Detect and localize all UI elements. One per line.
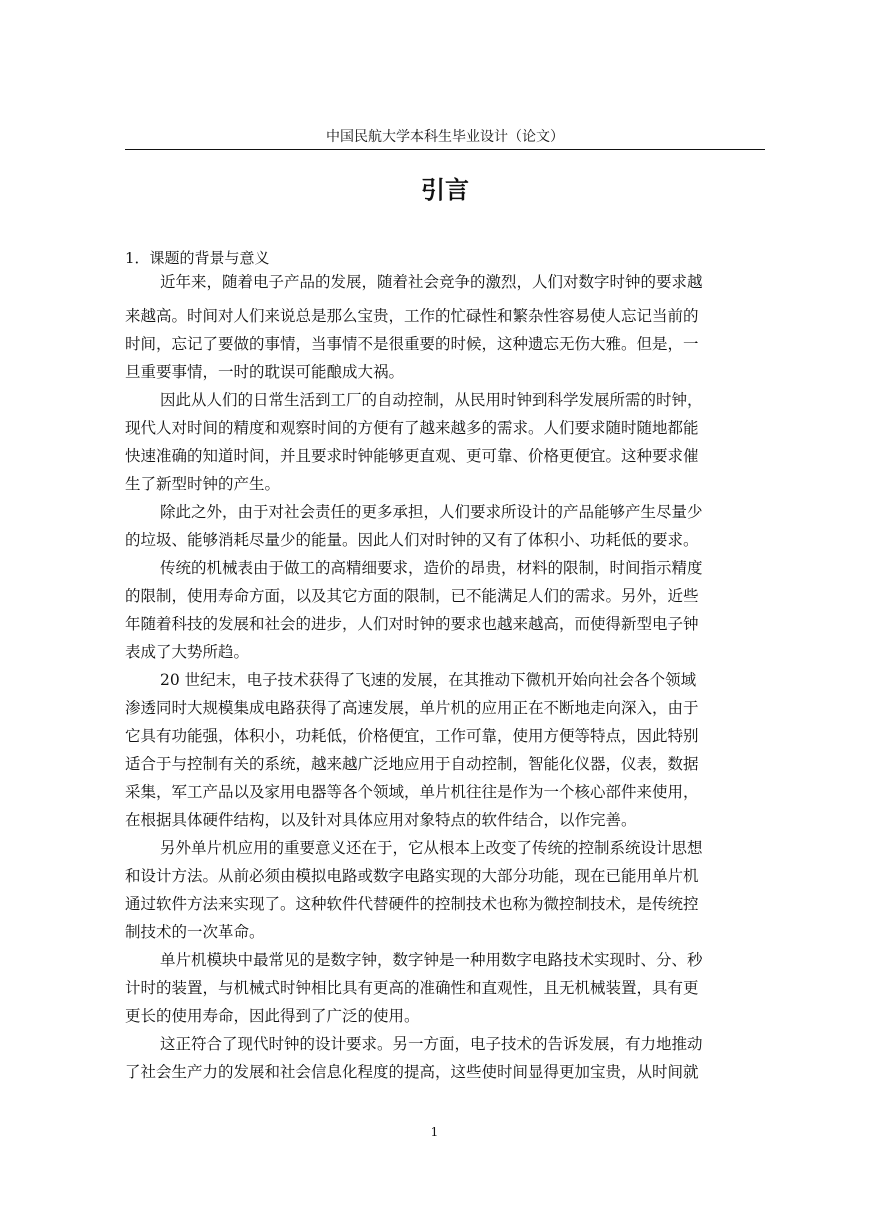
paragraph-line: 和设计方法。从前必须由模拟电路或数字电路实现的大部分功能，现在已能用单片机 (125, 867, 699, 885)
section-heading: 1．课题的背景与意义 (125, 249, 270, 267)
paragraph-line: 除此之外，由于对社会责任的更多承担，人们要求所设计的产品能够产生尽量少 (160, 503, 703, 521)
paragraph-line: 通过软件方法来实现了。这种软件代替硬件的控制技术也称为微控制技术，是传统控 (125, 895, 699, 913)
paragraph-line: 现代人对时间的精度和观察时间的方便有了越来越多的需求。人们要求随时随地都能 (125, 419, 699, 437)
paragraph-line: 来越高。时间对人们来说总是那么宝贵，工作的忙碌性和繁杂性容易使人忘记当前的 (125, 307, 699, 325)
paragraph-line: 适合于与控制有关的系统，越来越广泛地应用于自动控制，智能化仪器，仪表，数据 (125, 755, 699, 773)
paragraph-line: 更长的使用寿命，因此得到了广泛的使用。 (125, 1007, 420, 1025)
paragraph-line: 时间，忘记了要做的事情，当事情不是很重要的时候，这种遗忘无伤大雅。但是，一 (125, 335, 699, 353)
paragraph-line: 它具有功能强，体积小，功耗低，价格便宜，工作可靠，使用方便等特点，因此特别 (125, 727, 699, 745)
paragraph-line: 近年来，随着电子产品的发展，随着社会竞争的激烈，人们对数字时钟的要求越 (160, 273, 703, 291)
paragraph-line: 传统的机械表由于做工的高精细要求，造价的昂贵，材料的限制，时间指示精度 (160, 559, 703, 577)
paragraph-line: 计时的装置，与机械式时钟相比具有更高的准确性和直观性，且无机械装置，具有更 (125, 979, 699, 997)
paragraph-line: 渗透同时大规模集成电路获得了高速发展，单片机的应用正在不断地走向深入，由于 (125, 699, 699, 717)
paragraph-line: 这正符合了现代时钟的设计要求。另一方面，电子技术的告诉发展，有力地推动 (160, 1035, 703, 1053)
paragraph-line: 因此从人们的日常生活到工厂的自动控制，从民用时钟到科学发展所需的时钟， (160, 391, 703, 409)
paragraph-line: 另外单片机应用的重要意义还在于，它从根本上改变了传统的控制系统设计思想 (160, 839, 703, 857)
paragraph-line: 20 世纪末，电子技术获得了飞速的发展，在其推动下微机开始向社会各个领域 (160, 671, 697, 689)
paragraph-line: 的垃圾、能够消耗尽量少的能量。因此人们对时钟的又有了体积小、功耗低的要求。 (125, 531, 699, 549)
paragraph-line: 生了新型时钟的产生。 (125, 475, 281, 493)
paragraph-line: 在根据具体硬件结构，以及针对具体应用对象特点的软件结合，以作完善。 (125, 811, 637, 829)
paragraph-line: 年随着科技的发展和社会的进步，人们对时钟的要求也越来越高，而使得新型电子钟 (125, 615, 699, 633)
paragraph-line: 的限制，使用寿命方面，以及其它方面的限制，已不能满足人们的需求。另外，近些 (125, 587, 699, 605)
running-header: 中国民航大学本科生毕业设计（论文） (326, 129, 564, 145)
header-rule (125, 149, 765, 150)
page-number: 1 (430, 1125, 439, 1139)
paragraph-line: 表成了大势所趋。 (125, 643, 250, 661)
paragraph-line: 了社会生产力的发展和社会信息化程度的提高，这些使时间显得更加宝贵，从时间就 (125, 1063, 699, 1081)
paragraph-line: 单片机模块中最常见的是数字钟，数字钟是一种用数字电路技术实现时、分、秒 (160, 951, 703, 969)
paragraph-line: 制技术的一次革命。 (125, 923, 265, 941)
paragraph-line: 旦重要事情，一时的耽误可能酿成大祸。 (125, 363, 405, 381)
paragraph-line: 快速准确的知道时间，并且要求时钟能够更直观、更可靠、价格更便宜。这种要求催 (125, 447, 699, 465)
chapter-title: 引言 (421, 176, 469, 204)
paragraph-line: 采集，军工产品以及家用电器等各个领域，单片机往往是作为一个核心部件来使用， (125, 783, 699, 801)
